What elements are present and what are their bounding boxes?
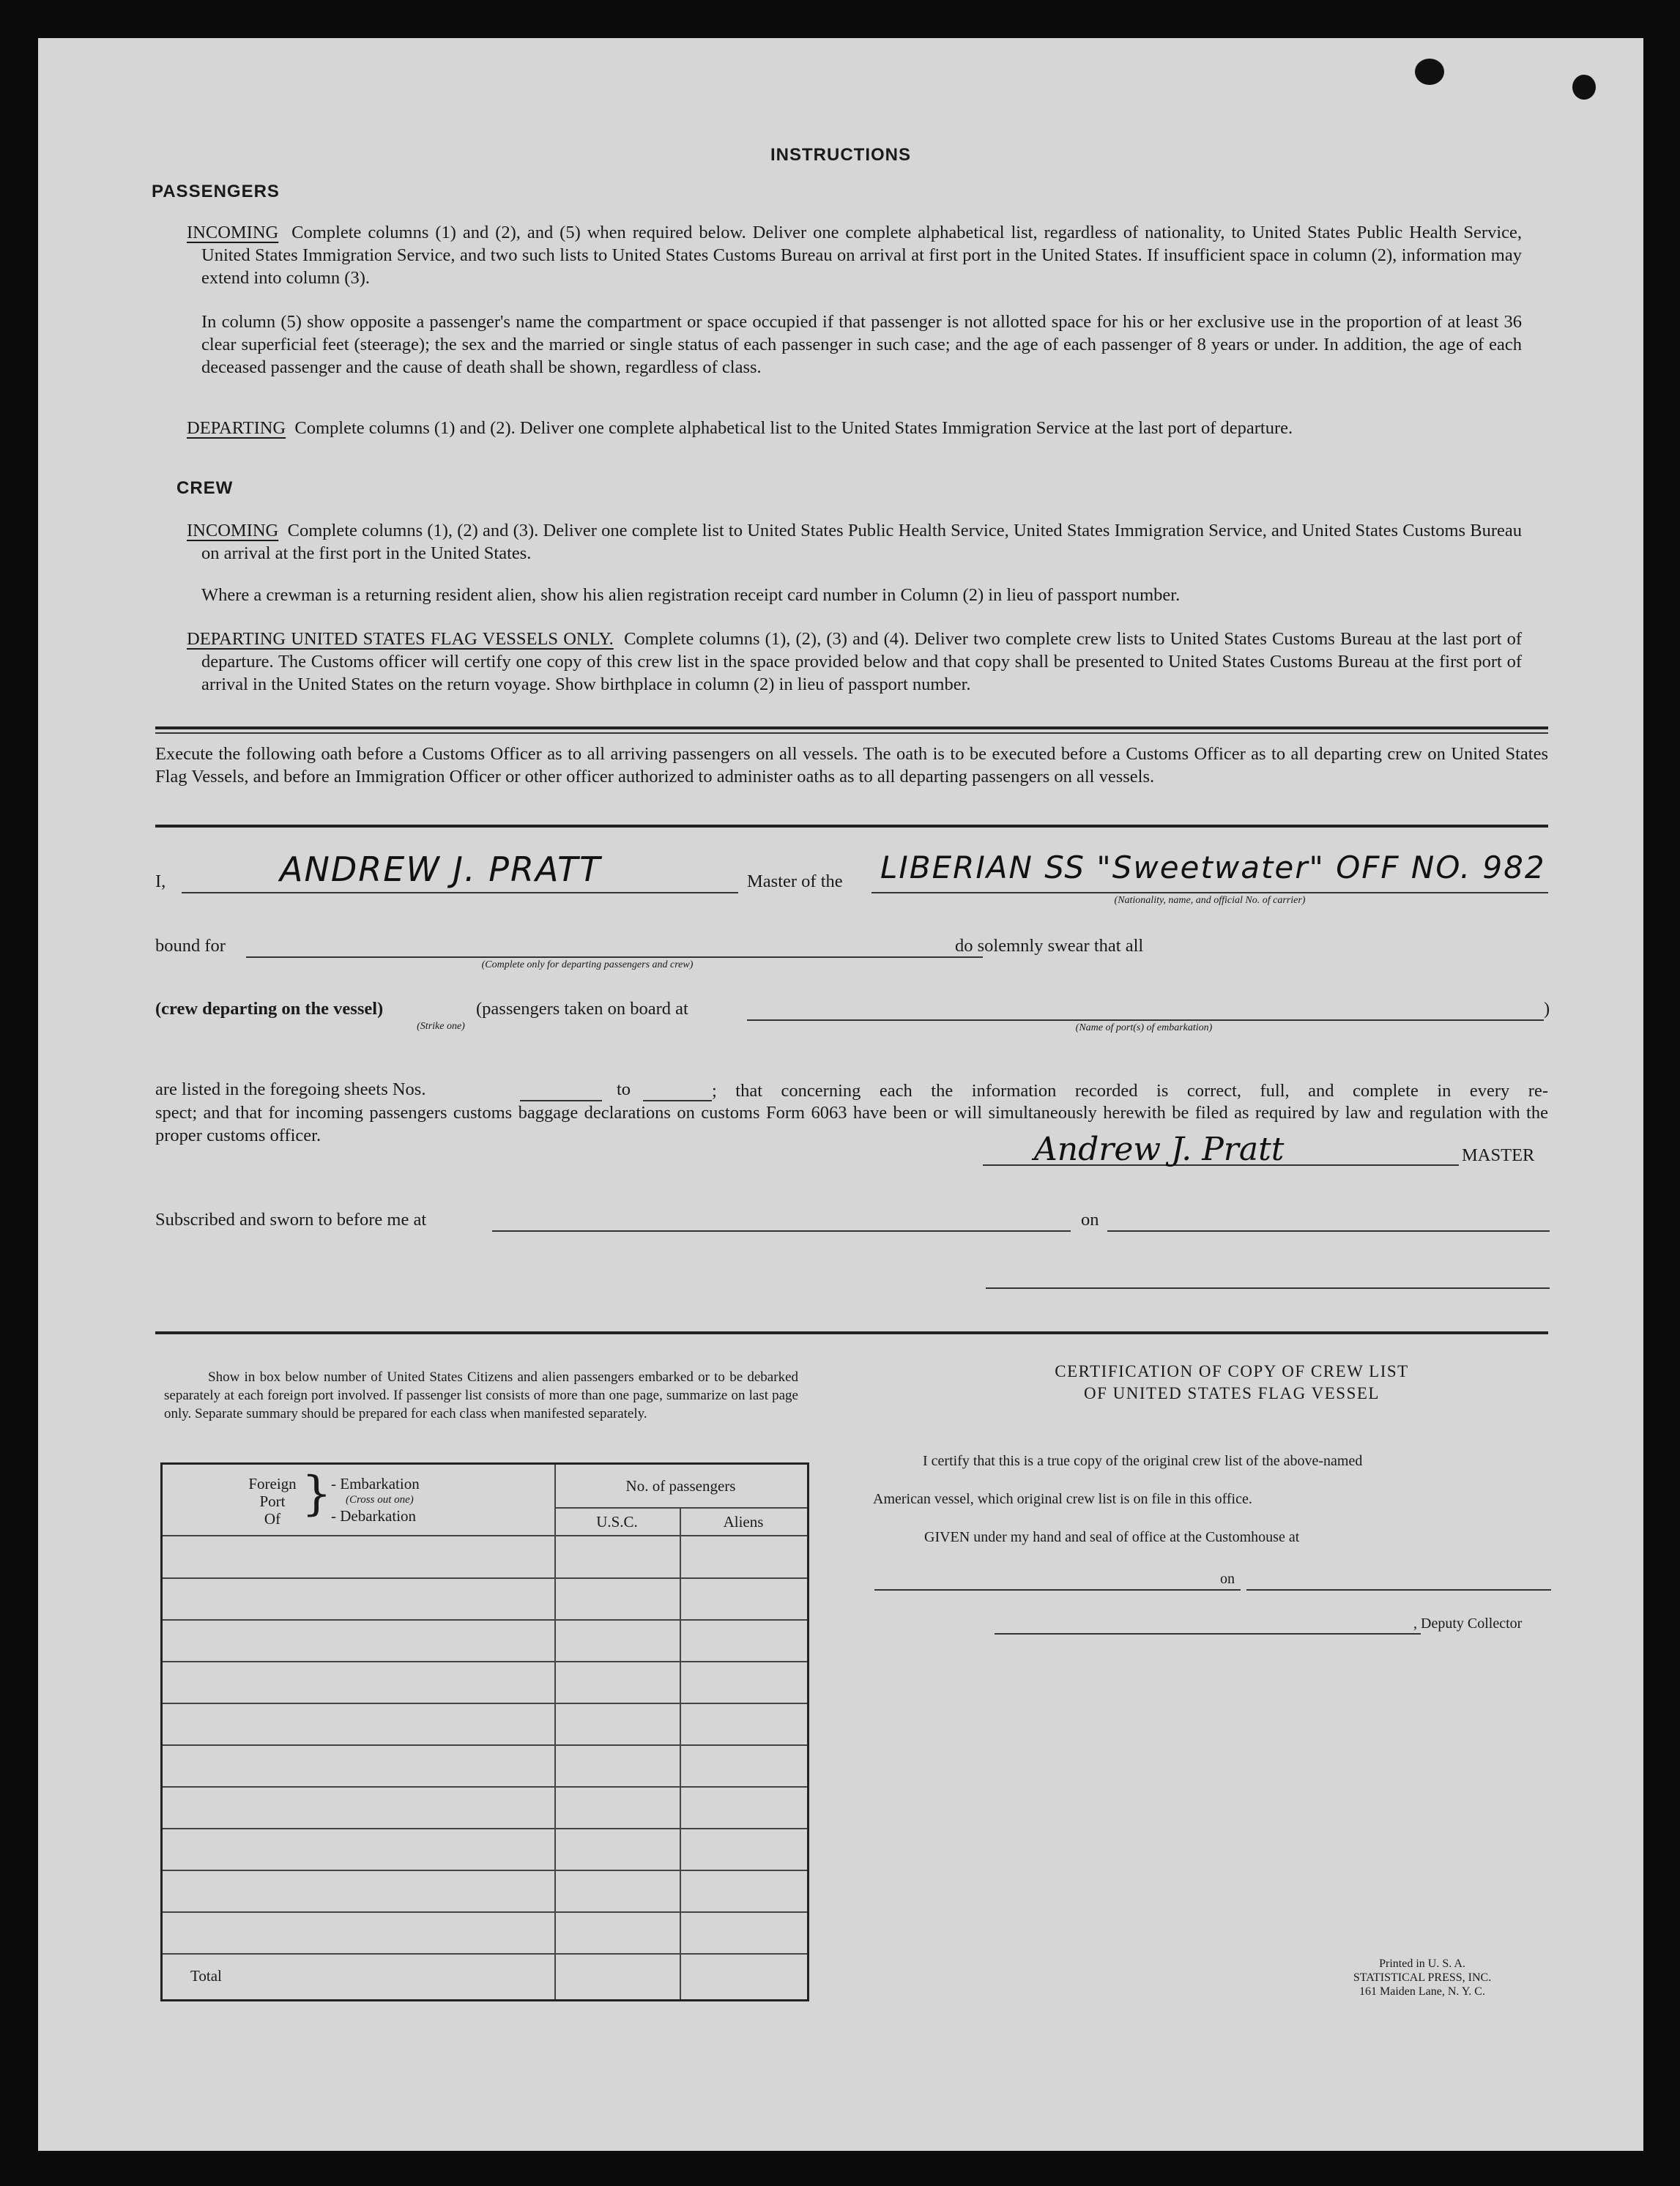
subscribed-label: Subscribed and sworn to before me at xyxy=(155,1210,427,1230)
crew-incoming-text: Complete columns (1), (2) and (3). Deliver one complete list to United States Public Health Service, United States Immigration Service, and United States Customs Bureau on arrival at the first port in the United States. xyxy=(201,521,1522,563)
divider-rule xyxy=(155,732,1548,734)
subscribed-on-label: on xyxy=(1081,1210,1099,1230)
table-row-rule xyxy=(163,1870,807,1871)
certification-title-2: OF UNITED STATES FLAG VESSEL xyxy=(1084,1384,1380,1402)
passengers-taken-label: (passengers taken on board at xyxy=(476,999,688,1019)
divider-rule xyxy=(155,1331,1548,1334)
oath-body-rest-text: spect; and that for incoming passengers customs baggage declarations on customs Form 6063 have been or will simultaneously herewith be filed as required by law and regulation with the proper customs officer. xyxy=(155,1103,1548,1145)
subscribed-date-line xyxy=(1107,1230,1550,1232)
customhouse-line xyxy=(874,1589,1241,1591)
certification-on-label: on xyxy=(1220,1571,1235,1587)
printer-line-2: STATISTICAL PRESS, INC. xyxy=(1353,1971,1492,1984)
punch-hole xyxy=(1415,59,1444,85)
table-row-rule xyxy=(163,1828,807,1829)
oath-body-first: ; that concerning each the information recorded is correct, full, and complete in every re- xyxy=(712,1081,1548,1101)
passengers-departing-text: Complete columns (1) and (2). Deliver one complete alphabetical list to the United States Immigration Service at the last port of departure. xyxy=(294,418,1293,438)
crew-departing-label: DEPARTING UNITED STATES FLAG VESSELS ONLY. xyxy=(187,629,614,649)
subscribed-place-line xyxy=(492,1230,1071,1232)
table-row-rule xyxy=(163,1786,807,1788)
crew-heading: CREW xyxy=(176,478,234,498)
officer-signature-line xyxy=(986,1287,1550,1289)
printer-line-1: Printed in U. S. A. xyxy=(1379,1958,1465,1970)
printer-line-3: 161 Maiden Lane, N. Y. C. xyxy=(1359,1985,1485,1998)
foreign-port-of-label xyxy=(239,1475,305,1528)
deputy-collector-line xyxy=(995,1633,1421,1635)
debarkation-label: - Debarkation xyxy=(331,1507,417,1525)
resident-alien-paragraph xyxy=(201,584,1522,606)
summary-instructions-text: Show in box below number of United States Citizens and alien passengers embarked or to be debarked separately at each foreign port involved. If passenger list consists of more than one page, summarize on last page only. Separate summary should be prepared for each class when manifested separately. xyxy=(164,1369,798,1421)
master-name-handwritten: ANDREW J. PRATT xyxy=(280,850,602,889)
table-row-rule xyxy=(163,1953,807,1955)
oath-body-rest xyxy=(155,1101,1548,1147)
column5-text: In column (5) show opposite a passenger's name the compartment or space occupied if that passenger is not allotted space for his or her exclusive use in the proportion of at least 36 clear superficial feet (steerage); the sex and the married or single status of each passenger in such case; and the age of each passenger of 8 years or under. In addition, the age of each deceased passenger and the cause of death shall be shown, regardless of class. xyxy=(201,312,1522,377)
table-header-rule xyxy=(163,1535,807,1536)
crew-incoming-paragraph xyxy=(176,519,1522,565)
usc-header: U.S.C. xyxy=(596,1513,638,1531)
cross-out-caption: (Cross out one) xyxy=(346,1494,414,1506)
bound-for-line xyxy=(246,956,983,958)
resident-alien-text: Where a crewman is a returning resident alien, show his alien registration receipt card number in Column (2) in lieu of passport number. xyxy=(201,585,1181,605)
punch-hole xyxy=(1572,75,1596,100)
table-divider xyxy=(680,1509,681,1999)
strike-caption: (Strike one) xyxy=(417,1021,465,1032)
master-of-label: Master of the xyxy=(747,871,843,891)
given-text: GIVEN under my hand and seal of office at the Customhouse at xyxy=(924,1529,1300,1545)
passengers-heading: PASSENGERS xyxy=(152,182,280,201)
aliens-header: Aliens xyxy=(723,1513,764,1531)
crew-departing-text: Complete columns (1), (2), (3) and (4). Deliver two complete crew lists to United States Customs Bureau at the last port of departure. The Customs officer will certify one copy of this crew list in the space provided below and that copy shall be presented to United States Customs Bureau at the first port of arrival in the United States on the return voyage. Show birthplace in column (2) in lieu of passport number. xyxy=(201,629,1522,694)
master-label: MASTER xyxy=(1462,1145,1535,1165)
master-signature: Andrew J. Pratt xyxy=(1034,1131,1285,1168)
deputy-collector-label: , Deputy Collector xyxy=(1413,1616,1523,1632)
certification-date-line xyxy=(1246,1589,1551,1591)
divider-rule xyxy=(155,726,1548,729)
embarkation-label: - Embarkation xyxy=(331,1475,420,1492)
summary-instructions xyxy=(164,1368,798,1423)
passengers-departing-paragraph xyxy=(176,417,1522,439)
american-vessel-text: American vessel, which original crew list is on file in this office. xyxy=(873,1491,1252,1507)
table-row-rule xyxy=(163,1744,807,1746)
brace-icon: } xyxy=(302,1467,332,1521)
crew-departing-label xyxy=(155,999,383,1019)
table-row-rule xyxy=(163,1703,807,1704)
table-row-rule xyxy=(163,1911,807,1913)
ports-line xyxy=(747,1019,1544,1021)
column5-paragraph xyxy=(201,311,1522,379)
table-row-rule xyxy=(163,1619,807,1621)
table-divider xyxy=(554,1465,556,1999)
vessel-line xyxy=(871,892,1548,893)
passengers-incoming-label: INCOMING xyxy=(187,223,279,242)
table-rule xyxy=(554,1507,807,1509)
crew-incoming-label: INCOMING xyxy=(187,521,279,540)
bound-for-label: bound for xyxy=(155,936,226,956)
passenger-summary-table xyxy=(160,1462,809,2001)
total-label: Total xyxy=(190,1967,222,1985)
passengers-incoming-paragraph xyxy=(176,221,1522,289)
vessel-handwritten: LIBERIAN SS "Sweetwater" OFF NO. 982 xyxy=(880,850,1546,885)
table-row-rule xyxy=(163,1577,807,1579)
to-label: to xyxy=(617,1079,631,1099)
i-label: I, xyxy=(155,871,166,891)
close-paren: ) xyxy=(1544,999,1550,1019)
table-row-rule xyxy=(163,1661,807,1662)
foreign-label: Foreign xyxy=(248,1475,297,1492)
oath-intro xyxy=(155,743,1548,788)
oath-intro-text: Execute the following oath before a Customs Officer as to all arriving passengers on all vessels. The oath is to be executed before a Customs Officer as to all departing crew on United States Flag Vessels, and before an Immigration Officer or other officer authorized to administer oaths as to all departing passengers on all vessels. xyxy=(155,744,1548,787)
printer-imprint xyxy=(1283,1957,1561,1999)
passengers-incoming-text: Complete columns (1) and (2), and (5) when required below. Deliver one complete alphabetical list, regardless of nationality, to United States Public Health Service, United States Immigration Service, and two such lists to United States Customs Bureau on arrival at first port in the United States. If insufficient space in column (2), information may extend into column (3). xyxy=(201,223,1523,288)
of-label: Of xyxy=(264,1510,281,1528)
certify-text: I certify that this is a true copy of the original crew list of the above-named xyxy=(923,1453,1363,1469)
instructions-title: INSTRUCTIONS xyxy=(770,145,911,165)
port-label: Port xyxy=(259,1492,286,1510)
divider-rule xyxy=(155,825,1548,828)
passengers-departing-label: DEPARTING xyxy=(187,418,286,438)
certification-title-1: CERTIFICATION OF COPY OF CREW LIST xyxy=(1055,1362,1409,1380)
no-of-passengers-header: No. of passengers xyxy=(625,1477,736,1495)
master-name-line xyxy=(182,892,738,893)
vessel-caption: (Nationality, name, and official No. of carrier) xyxy=(1114,895,1306,906)
bound-for-caption: (Complete only for departing passengers and crew) xyxy=(481,959,694,970)
crew-departing-paragraph xyxy=(176,628,1522,696)
form-page xyxy=(38,38,1643,2151)
sheets-label: are listed in the foregoing sheets Nos. xyxy=(155,1079,426,1099)
ports-caption: (Name of port(s) of embarkation) xyxy=(1075,1022,1213,1033)
crew-departing-text: (crew departing on the vessel) xyxy=(155,999,384,1019)
swear-label: do solemnly swear that all xyxy=(955,936,1144,956)
